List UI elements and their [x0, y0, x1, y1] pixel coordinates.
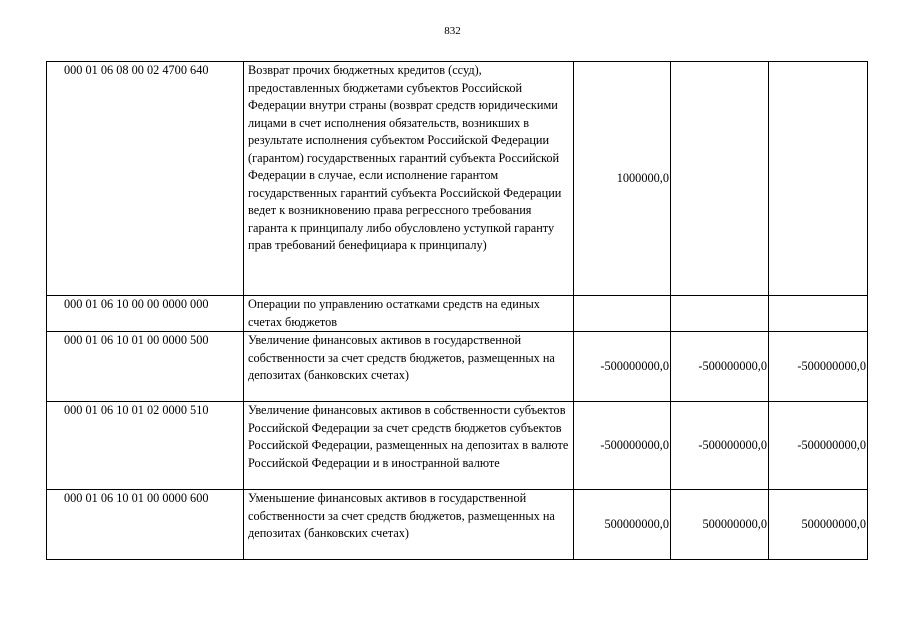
table-row — [47, 490, 868, 560]
amount-year-1-cell: 1000000,0 — [574, 62, 671, 296]
budget-code-cell: 000 01 06 10 01 00 0000 600 — [47, 490, 244, 560]
item-name-cell: Уменьшение финансовых активов в государственной собственности за счет средств бюджетов, размещенных на депозитах (банковских счетах) — [244, 490, 574, 560]
amount-year-2-cell: -500000000,0 — [671, 332, 769, 402]
amount-year-3-cell — [769, 296, 868, 332]
item-name-cell: Увеличение финансовых активов в государственной собственности за счет средств бюджетов, размещенных на депозитах (банковских счетах) — [244, 332, 574, 402]
budget-code-cell: 000 01 06 10 01 00 0000 500 — [47, 332, 244, 402]
amount-year-2-cell — [671, 296, 769, 332]
page-number: 832 — [444, 25, 461, 37]
amount-year-3-cell — [769, 62, 868, 296]
budget-sources-table — [46, 61, 868, 560]
amount-year-1-cell: -500000000,0 — [574, 332, 671, 402]
budget-code-cell: 000 01 06 10 00 00 0000 000 — [47, 296, 244, 332]
amount-year-3-cell: 500000000,0 — [769, 490, 868, 560]
item-name-cell: Увеличение финансовых активов в собственности субъектов Российской Федерации за счет средств бюджетов субъектов Российской Федерации, размещенных на депозитах в валюте Российской Федерации и в иностранной валюте — [244, 402, 574, 490]
table-row — [47, 296, 868, 332]
table-row — [47, 62, 868, 296]
amount-year-3-cell: -500000000,0 — [769, 402, 868, 490]
table-row — [47, 402, 868, 490]
item-name-cell: Операции по управлению остатками средств на единых счетах бюджетов — [244, 296, 574, 332]
amount-year-1-cell: -500000000,0 — [574, 402, 671, 490]
amount-year-1-cell — [574, 296, 671, 332]
amount-year-2-cell — [671, 62, 769, 296]
amount-year-2-cell: 500000000,0 — [671, 490, 769, 560]
budget-code-cell: 000 01 06 08 00 02 4700 640 — [47, 62, 244, 296]
table-row — [47, 332, 868, 402]
amount-year-3-cell: -500000000,0 — [769, 332, 868, 402]
item-name-cell: Возврат прочих бюджетных кредитов (ссуд), предоставленных бюджетами субъектов Российской Федерации внутри страны (возврат средств юридическими лицами в счет исполнения обязательств, возникших в результате исполнения субъектом Российской Федерации (гарантом) государственных гарантий субъекта Российской Федерации в случае, если исполнение гарантом государственных гарантий субъекта Российской Федерации ведет к возникновению права регрессного требования гаранта к принципалу либо обусловлено уступкой гаранту прав требований бенефициара к принципалу) — [244, 62, 574, 296]
amount-year-1-cell: 500000000,0 — [574, 490, 671, 560]
budget-code-cell: 000 01 06 10 01 02 0000 510 — [47, 402, 244, 490]
amount-year-2-cell: -500000000,0 — [671, 402, 769, 490]
